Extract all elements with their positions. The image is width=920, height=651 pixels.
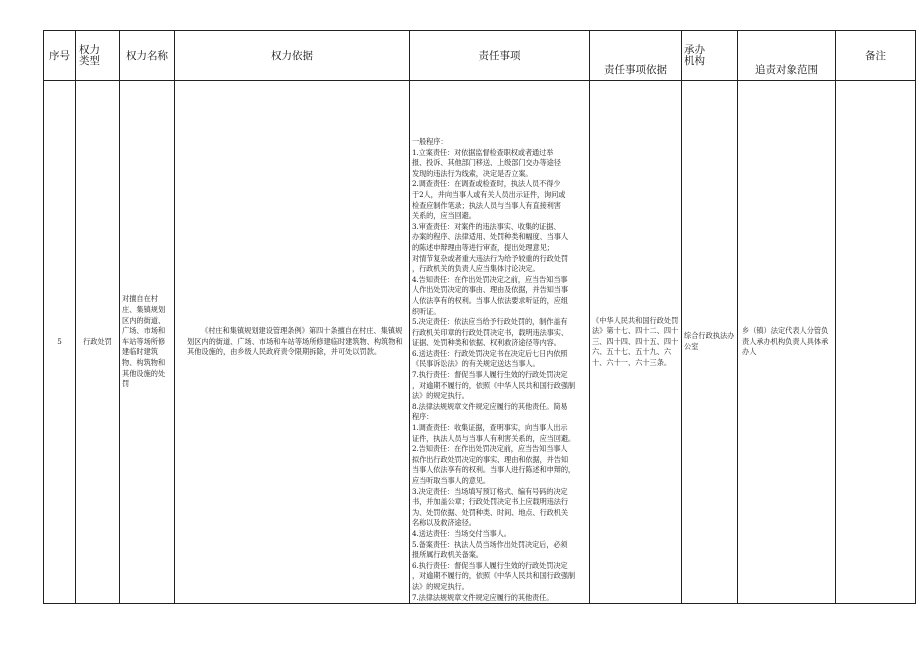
cell-duty-basis: 《中华人民共和国行政处罚法》第十七、四十二、四十三、四十四、四十五、四十六、五十七、五十九、六十、六十一、六十三条。 — [590, 81, 682, 604]
duty-line: ，对逾期不履行的，依照《中华人民共和国行政强制 — [412, 380, 576, 390]
header-handling-org-line1: 承办 — [684, 43, 705, 56]
cell-power-basis: 《村庄和集镇规划建设管理条例》第四十条擅自在村庄、集镇规划区内的街道、广场、市场和车站等场所修建临时建筑物、构筑物和其他设施的，由乡级人民政府责令限期拆除，并可处以罚款。 — [175, 81, 410, 604]
header-power-type — [76, 31, 120, 81]
duty-line: 7.法律法规规章文件规定应履行的其他责任。 — [412, 592, 554, 602]
duty-line: 发现的违法行为线索，决定是否立案。 — [412, 168, 533, 178]
header-duty-items: 责任事项 — [410, 31, 590, 81]
responsibility-list-page — [43, 30, 915, 602]
duty-line: 一般程序： — [412, 137, 448, 146]
header-power-type-line2: 类型 — [79, 54, 100, 67]
header-row — [44, 31, 916, 81]
duty-line: 书，并加盖公章；行政处罚决定书上应载明违法行 — [412, 497, 568, 507]
duty-line: 报、投诉、其他部门移送、上级部门交办等途径 — [412, 158, 561, 168]
duty-line: 当事人依法享有的权利。当事人进行陈述和申辩的， — [412, 465, 576, 475]
duty-line: 程序： — [412, 412, 434, 422]
duty-line: 2.调查责任：在调查或检查时，执法人员不得少 — [412, 179, 561, 189]
header-power-basis: 权力依据 — [175, 31, 410, 81]
cell-power-type: 行政处罚 — [76, 81, 120, 604]
table-row — [44, 81, 916, 604]
header-accountability-scope: 追责对象范围 — [738, 31, 836, 81]
duty-line: 为、处罚依据、处罚种类、时间、地点、行政机关 — [412, 507, 568, 517]
duty-line: 证件，执法人员与当事人有利害关系的，应当回避。 — [412, 433, 576, 443]
duty-line: 人依法享有的权利。当事人依法要求听证的，应组 — [412, 295, 568, 305]
cell-accountability-scope: 乡（镇）法定代表人分管负责人承办机构负责人具体承办人 — [738, 81, 836, 604]
header-handling-org-line2: 机构 — [684, 54, 705, 67]
header-duty-basis: 责任事项依据 — [590, 31, 682, 81]
header-power-type-line1: 权力 — [79, 43, 100, 56]
duty-line: 应当听取当事人的意见。 — [412, 476, 490, 485]
duty-line: 报所属行政机关备案。 — [412, 550, 483, 560]
duty-line: 3.审查责任：对案件的违法事实、收集的证据、 — [412, 221, 561, 231]
header-handling-org — [682, 31, 738, 81]
duty-line: 3.决定责任：当场填写预订格式、编有号码的决定 — [412, 486, 568, 496]
duty-line: 于2人，并向当事人或有关人员出示证件，询问或 — [412, 189, 566, 199]
cell-duty-items — [410, 81, 590, 604]
duty-line: 8.法律法规规章文件规定应履行的其他责任。简易 — [412, 401, 568, 411]
duty-line: 的陈述申辩理由等进行审查，提出处理意见； — [412, 242, 554, 252]
duty-line: 织听证。 — [412, 306, 441, 316]
cell-handling-org: 综合行政执法办公室 — [682, 81, 738, 604]
power-responsibility-table — [43, 30, 916, 604]
duty-line: 关系的，应当回避。 — [412, 211, 476, 221]
duty-line: 5.备案责任：执法人员当场作出处罚决定后，必须 — [412, 539, 568, 549]
duty-line: 2.告知责任：在作出处罚决定前，应当告知当事人 — [412, 444, 568, 454]
duty-line: 拟作出行政处罚决定的事实、理由和依据，并告知 — [412, 454, 568, 464]
duty-items-list — [412, 81, 588, 603]
duty-line: 4.告知责任：在作出处罚决定之前，应当告知当事 — [412, 274, 568, 284]
duty-line: 检查应制作笔录；执法人员与当事人有直接利害 — [412, 200, 561, 210]
duty-line: 6.执行责任：督促当事人履行生效的行政处罚决定 — [412, 560, 568, 570]
header-note: 备注 — [836, 31, 916, 81]
header-seq: 序号 — [44, 31, 76, 81]
duty-line: 名称以及救济途径。 — [412, 518, 476, 528]
duty-line: 办案的程序、法律适用、处罚种类和幅度、当事人 — [412, 232, 568, 242]
duty-line: 5.决定责任：依法应当给予行政处罚的，制作盖有 — [412, 317, 568, 327]
duty-line: 证据、处罚种类和依据、权利救济途径等内容。 — [412, 338, 561, 348]
duty-line: 法》的规定执行。 — [412, 391, 469, 401]
cell-power-name: 对擅自在村庄、集镇规划区内的街道、广场、市场和车站等场所修建临时建筑物、构筑物和其他设施的处罚 — [120, 81, 175, 604]
duty-line: 1.立案责任：对依据监督检查职权或者通过举 — [412, 147, 554, 157]
duty-line: 人作出处罚决定的事由、理由及依据，并告知当事 — [412, 285, 568, 295]
duty-line: 《民事诉讼法》的有关规定送达当事人。 — [412, 359, 540, 369]
duty-line: 对情节复杂或者重大违法行为给予较重的行政处罚 — [412, 253, 568, 263]
cell-note — [836, 81, 916, 604]
duty-line: 1.调查责任：收集证据，查明事实，向当事人出示 — [412, 423, 568, 433]
cell-seq: 5 — [44, 81, 76, 604]
duty-line: 4.送达责任：当场交付当事人。 — [412, 528, 511, 538]
header-power-name: 权力名称 — [120, 31, 175, 81]
duty-line: ，行政机关的负责人应当集体讨论决定。 — [412, 264, 540, 274]
duty-line: 7.执行责任：督促当事人履行生效的行政处罚决定 — [412, 370, 568, 380]
duty-line: 法》的规定执行。 — [412, 581, 469, 591]
duty-line: ，对逾期不履行的，依照《中华人民共和国行政强制 — [412, 571, 576, 581]
duty-line: 6.送达责任：行政处罚决定书在决定后七日内依照 — [412, 348, 568, 358]
duty-line: 行政机关印章的行政处罚决定书，载明违法事实、 — [412, 327, 568, 337]
